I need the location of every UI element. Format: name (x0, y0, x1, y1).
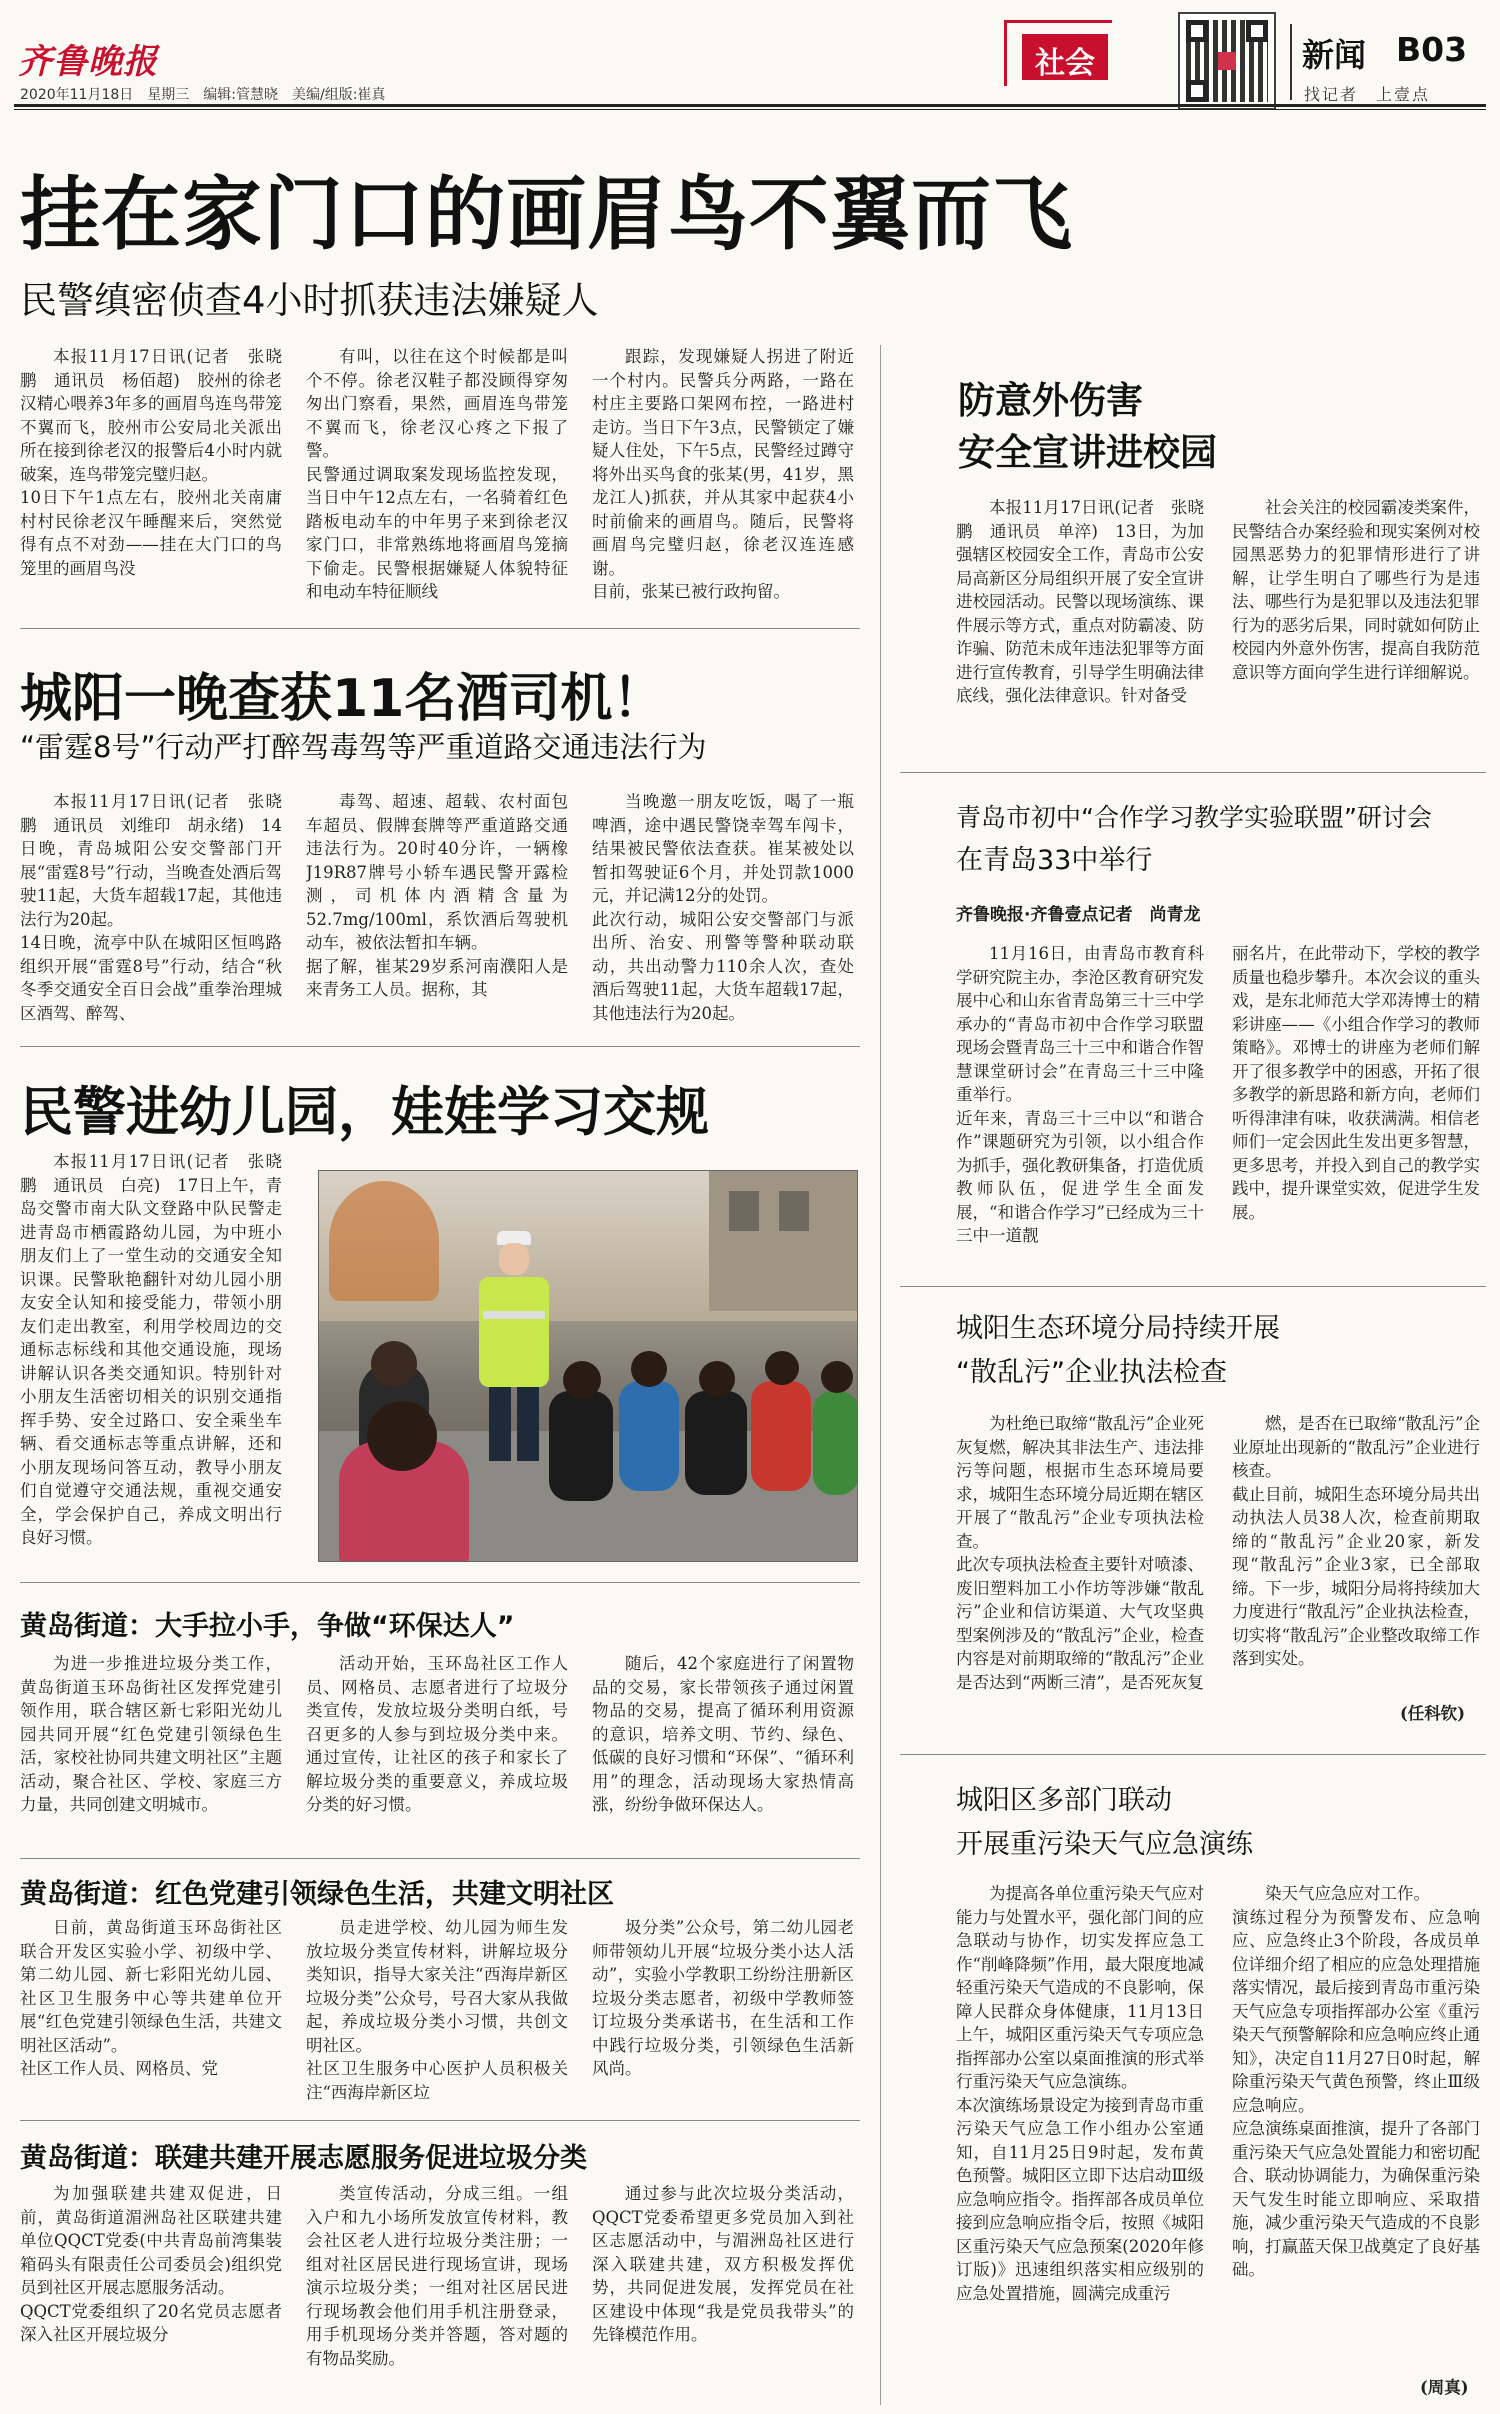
headline-story10-line1: 城阳区多部门联动 (956, 1785, 1172, 1816)
story7-col1: 本报11月17日讯(记者 张晓鹏 通讯员 单淬) 13日，为加强辖区校园安全工作，青岛市公安局高新区分局组织开展了安全宣讲进校园活动。民警以现场演练、课件展示等方式，重点对防霸凌、防诈骗、防范未成年违法犯罪等方面进行宣传教育，引导学生明确法律底线，强化法律意识。针对备受 (956, 498, 1204, 705)
story6-col2: 类宣传活动，分成三组。一组入户和九小场所发放宣传材料，教会社区老人进行垃圾分类注册；一组对社区居民进行现场宣讲，现场演示垃圾分类；一组对社区居民进行现场教会他们用手机注册登录，用手机现场分类并答题，答对题的有物品奖励。 (306, 2184, 568, 2368)
headline-story10-line2: 开展重污染天气应急演练 (956, 1829, 1253, 1860)
headline-story7-line1: 防意外伤害 (958, 379, 1143, 422)
kindergarten-photo (318, 1170, 858, 1562)
story7-col2: 社会关注的校园霸凌类案件，民警结合办案经验和现实案例对校园黑恶势力的犯罪情形进行了讲解，让学生明白了哪些行为是违法、哪些行为是犯罪以及违法犯罪行为的恶劣后果，同时就如何防止校园内外意外伤害，提高自我防范意识等方面向学生进行详细解说。 (1232, 498, 1480, 682)
headline-story1: 挂在家门口的画眉鸟不翼而飞 (20, 168, 1073, 261)
news-label: 新闻 (1302, 36, 1367, 74)
headline-story8-line1: 青岛市初中“合作学习教学实验联盟”研讨会 (956, 803, 1432, 832)
story4-col1: 为进一步推进垃圾分类工作，黄岛街道玉环岛街社区发挥党建引领作用，联合辖区新七彩阳光幼儿园共同开展“红色党建引领绿色生活，家校社协同共建文明社区”主题活动，聚合社区、学校、家庭三方力量，共同创建文明城市。 (20, 1654, 282, 1814)
subhead-story2: “雷霆8号”行动严打醉驾毒驾等严重道路交通违法行为 (20, 730, 707, 764)
story6-col3: 通过参与此次垃圾分类活动，QQCT党委希望更多党员加入到社区志愿活动中，与湄洲岛社区进行深入联建共建，双方积极发挥优势，共同促进发展，发挥党员在社区建设中体现“我是党员我带头”的先锋模范作用。 (592, 2184, 854, 2344)
story1-col3: 跟踪，发现嫌疑人拐进了附近一个村内。民警兵分两路，一路在村庄主要路口架网布控，一路进村走访。当日下午3点，民警锁定了嫌疑人住处，下午5点，民警经过蹲守将外出买鸟食的张某(男，41岁，黑龙江人)抓获，并从其家中起获4小时前偷来的画眉鸟。随后，民警将画眉鸟完璧归赵，徐老汉连连感谢。 目前，张某已被行政拘留。 (592, 347, 854, 601)
story9-author: (任科钦) (1400, 1704, 1466, 1723)
story8-reporter: 齐鲁晚报·齐鲁壹点记者 尚青龙 (956, 905, 1201, 925)
headline-story8-line2: 在青岛33中举行 (956, 845, 1153, 876)
story10-col2: 染天气应急应对工作。 演练过程分为预警发布、应急响应、应急终止3个阶段，各成员单位详细介绍了相应的应急处理措施落实情况，最后接到青岛市重污染天气应急专项指挥部办公室《重污染天气预警解除和应急响应终止通知》，决定自11月27日0时起，解除重污染天气黄色预警，终止Ⅲ级应急响应。 应急演练桌面推演，提升了各部门重污染天气应急处置能力和密切配合、联动协调能力，为确保重污染天气发生时能立即响应、采取措施，减少重污染天气造成的不良影响，打赢蓝天保卫战奠定了良好基础。 (1232, 1884, 1480, 2279)
story8-col2: 丽名片，在此带动下，学校的教学质量也稳步攀升。本次会议的重头戏，是东北师范大学邓涛博士的精彩讲座——《小组合作学习的教师策略》。邓博士的讲座为老师们解开了很多教学中的困惑，开拓了很多教学的新思路和新方向，老师们听得津津有味，收获满满。相信老师们一定会因此生发出更多智慧，更多思考，并投入到自己的教学实践中，提升课堂实效，促进学生发展。 (1232, 944, 1480, 1222)
headline-story2: 城阳一晚查获11名酒司机！ (20, 669, 665, 729)
story10-author: (周真) (1420, 2378, 1469, 2397)
story4-col2: 活动开始，玉环岛社区工作人员、网格员、志愿者进行了垃圾分类宣传，发放垃圾分类明白纸，号召更多的人参与到垃圾分类中来。通过宣传，让社区的孩子和家长了解垃圾分类的重要意义，养成垃圾分类的好习惯。 (306, 1654, 568, 1814)
story2-col1: 本报11月17日讯(记者 张晓鹏 通讯员 刘维印 胡永绪) 14日晚，青岛城阳公安交警部门开展“雷霆8号”行动，当晚查处酒后驾驶11起，大货车超载17起，其他违法行为20起。 14日晚，流亭中队在城阳区恒鸣路组织开展“雷霆8号”行动，结合“秋冬季交通安全百日会战”重拳治理城区酒驾、醉驾、 (20, 792, 282, 1023)
story5-col3: 圾分类”公众号，第二幼儿园老师带领幼儿开展“垃圾分类小达人活动”，实验小学教职工纷纷注册新区垃圾分类志愿者，初级中学教师签订垃圾分类承诺书，在生活和工作中践行垃圾分类，引领绿色生活新风尚。 (592, 1918, 854, 2078)
paper-name: 齐鲁晚报 (18, 42, 158, 82)
story5-col2: 员走进学校、幼儿园为师生发放垃圾分类宣传材料，讲解垃圾分类知识，指导大家关注“西海岸新区垃圾分类”公众号，号召大家从我做起，养成垃圾分类小习惯，共创文明社区。 社区卫生服务中心医护人员积极关注“西海岸新区垃 (306, 1918, 568, 2102)
paper-logo (18, 34, 158, 82)
headline-story6: 黄岛街道：联建共建开展志愿服务促进垃圾分类 (20, 2143, 587, 2174)
story4-col3: 随后，42个家庭进行了闲置物品的交易，家长带领孩子通过闲置物品的交易，提高了循环利用资源的意识，培养文明、节约、绿色、低碳的良好习惯和“环保”、“循环利用”的理念，活动现场大家热情高涨，纷纷争做环保达人。 (592, 1654, 854, 1814)
headline-story9-line2: “散乱污”企业执法检查 (956, 1357, 1227, 1388)
story1-col1: 本报11月17日讯(记者 张晓鹏 通讯员 杨佰超) 胶州的徐老汉精心喂养3年多的画眉鸟连鸟带笼不翼而飞，胶州市公安局北关派出所在接到徐老汉的报警后4小时内就破案，连鸟带笼完璧归赵。 10日下午1点左右，胶州北关南庸村村民徐老汉午睡醒来后，突然觉得有点不对劲——挂在大门口的鸟笼里的画眉鸟没 (20, 347, 282, 578)
story10-col1: 为提高各单位重污染天气应对能力与处置水平，强化部门间的应急联动与协作，切实发挥应急工作“削峰降频”作用，最大限度地减轻重污染天气造成的不良影响，保障人民群众身体健康，11月13日上午，城阳区重污染天气专项应急指挥部办公室以桌面推演的形式举行重污染天气应急演练。 本次演练场景设定为接到青岛市重污染天气应急工作小组办公室通知，自11月25日9时起，发布黄色预警。城阳区立即下达启动Ⅲ级应急响应指令。指挥部各成员单位接到应急响应指令后，按照《城阳区重污染天气应急预案(2020年修订版)》迅速组织落实相应级别的应急处置措施，圆满完成重污 (956, 1884, 1204, 2303)
subhead-story1: 民警缜密侦查4小时抓获违法嫌疑人 (20, 279, 599, 322)
section-label: 社会 (1022, 34, 1108, 80)
story3-col1: 本报11月17日讯(记者 张晓鹏 通讯员 白亮) 17日上午，青岛交警市南大队文登路中队民警走进青岛市栖霞路幼儿园，为中班小朋友们上了一堂生动的交通安全知识课。民警耿艳翻针对幼儿园小朋友安全认知和接受能力，带领小朋友们走出教室，利用学校周边的交通标志标线和其他交通设施，现场讲解认识各类交通知识。特别针对小朋友生活密切相关的识别交通指挥手势、安全过路口、安全乘坐车辆、看交通标志等重点讲解，还和小朋友现场问答互动，教导小朋友们自觉遵守交通法规，重视交通安全，学会保护自己，养成文明出行良好习惯。 (20, 1152, 282, 1547)
headline-story4: 黄岛街道：大手拉小手，争做“环保达人” (20, 1611, 515, 1642)
headline-story5: 黄岛街道：红色党建引领绿色生活，共建文明社区 (20, 1879, 614, 1910)
page-number: B03 (1396, 30, 1468, 69)
masthead-rule (14, 104, 1486, 107)
children-group (319, 1321, 858, 1562)
story1-col2: 有叫，以往在这个时候都是叫个不停。徐老汉鞋子都没顾得穿匆匆出门察看，果然，画眉连鸟带笼不翼而飞，徐老汉心疼之下报了警。 民警通过调取案发现场监控发现，当日中午12点左右，一名骑着红色踏板电动车的中年男子来到徐老汉家门口，非常熟练地将画眉鸟笼摘下偷走。民警根据嫌疑人体貌特征和电动车特征顺线 (306, 347, 568, 601)
story5-col1: 日前，黄岛街道玉环岛街社区联合开发区实验小学、初级中学、第二幼儿园、新七彩阳光幼儿园、社区卫生服务中心等共建单位开展“红色党建引领绿色生活，共建文明社区活动”。 社区工作人员、网格员、党 (20, 1918, 282, 2078)
story9-col2: 燃，是否在已取缔“散乱污”企业原址出现新的“散乱污”企业进行核查。 截止目前，城阳生态环境分局共出动执法人员38人次，检查前期取缔的“散乱污”企业20家，新发现“散乱污”企业3家，已全部取缔。下一步，城阳分局将持续加大力度进行“散乱污”企业执法检查，切实将“散乱污”企业整改取缔工作落到实处。 (1232, 1414, 1480, 1668)
story8-col1: 11月16日，由青岛市教育科学研究院主办，李沧区教育研究发展中心和山东省青岛第三十三中学承办的“青岛市初中合作学习联盟现场会暨青岛三十三中和谐合作智慧课堂研讨会”在青岛三十三中隆重举行。 近年来，青岛三十三中以“和谐合作”课题研究为引领，以小组合作为抓手，强化教研集备，打造优质教师队伍，促进学生全面发展，“和谐合作学习”已经成为三十三中一道靓 (956, 944, 1204, 1245)
tagline: 找记者 上壹点 (1304, 85, 1431, 104)
date-line: 2020年11月18日 星期三 编辑:管慧晓 美编/组版:崔真 (20, 87, 386, 103)
qr-code[interactable] (1180, 14, 1274, 108)
column-divider (880, 345, 881, 2405)
headline-story7-line2: 安全宣讲进校园 (958, 431, 1217, 474)
story2-col3: 当晚邀一朋友吃饭，喝了一瓶啤酒，途中遇民警饶幸驾车闯卡，结果被民警依法查获。崔某被处以暂扣驾驶证6个月，并处罚款1000元，并记满12分的处罚。 此次行动，城阳公安交警部门与派出所、治安、刑警等警种联动联动，共出动警力110余人次，查处酒后驾驶11起，大货车超载17起，其他违法行为20起。 (592, 792, 854, 1023)
headline-story9-line1: 城阳生态环境分局持续开展 (956, 1313, 1280, 1344)
story2-col2: 毒驾、超速、超载、农村面包车超员、假牌套牌等严重道路交通违法行为。20时40分许，一辆橡J19R87牌号小轿车遇民警开露检测，司机体内酒精含量为52.7mg/100ml，系饮酒后驾驶机动车，被依法暂扣车辆。 据了解，崔某29岁系河南濮阳人是来青务工人员。据称，其 (306, 792, 568, 999)
header-divider (1290, 24, 1292, 100)
story9-col1: 为杜绝已取缔“散乱污”企业死灰复燃，解决其非法生产、违法排污等问题，根据市生态环境局要求，城阳生态环境分局近期在辖区开展了“散乱污”企业专项执法检查。 此次专项执法检查主要针对喷漆、废旧塑料加工小作坊等涉嫌“散乱污”企业和信访渠道、大气攻坚典型案例涉及的“散乱污”企业，检查内容是对前期取缔的“散乱污”企业是否达到“两断三清”，是否死灰复 (956, 1414, 1204, 1692)
story6-col1: 为加强联建共建双促进，日前，黄岛街道湄洲岛社区联建共建单位QQCT党委(中共青岛前湾集装箱码头有限责任公司委员会)组织党员到社区开展志愿服务活动。 QQCT党委组织了20名党员志愿者深入社区开展垃圾分 (20, 2184, 282, 2344)
headline-story3: 民警进幼儿园，娃娃学习交规 (20, 1082, 709, 1143)
